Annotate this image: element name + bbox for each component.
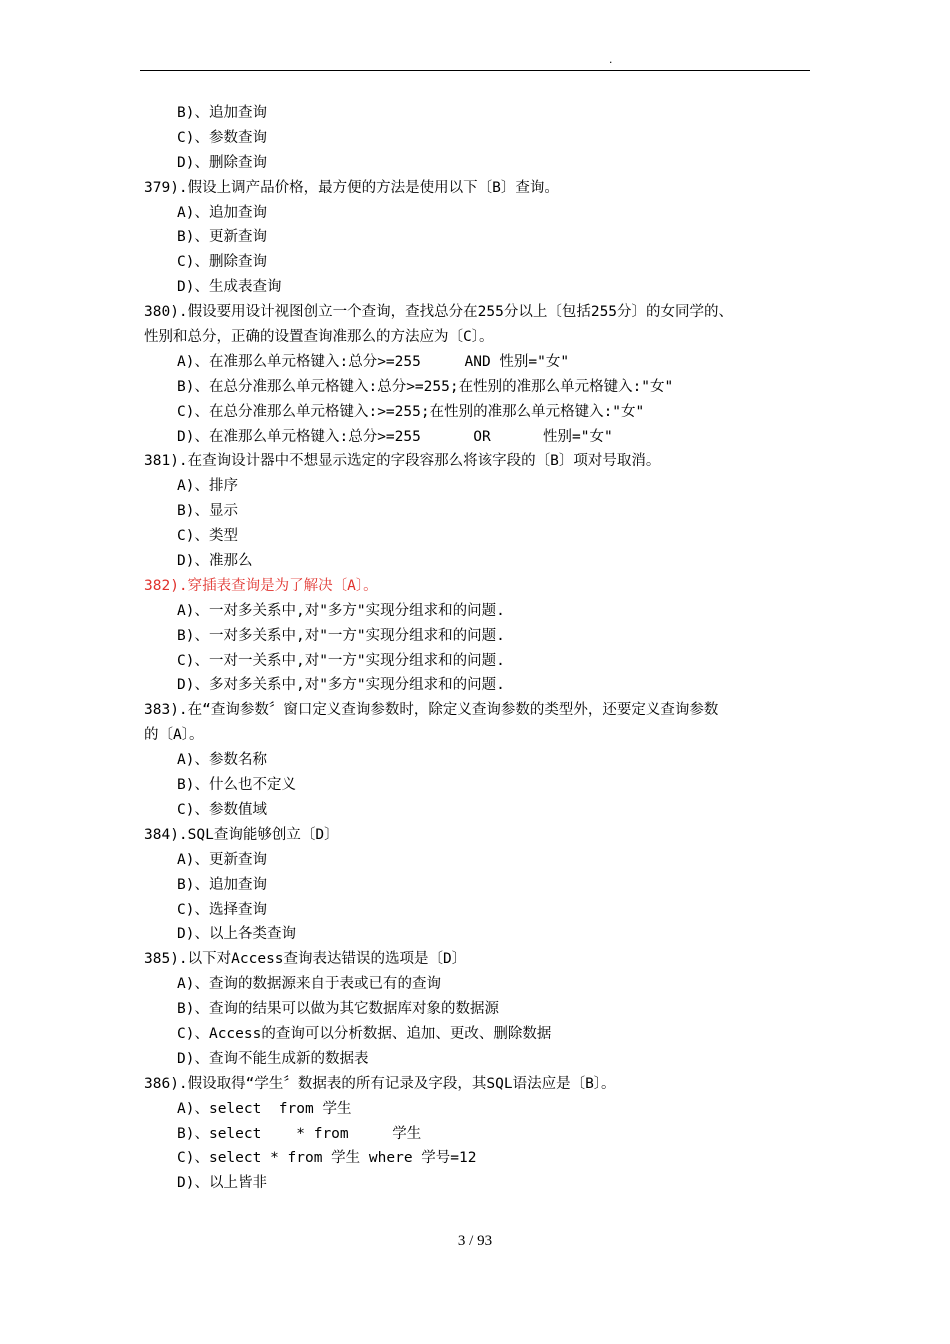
- question-text: 385).以下对Access查询表达错误的选项是〔D〕: [144, 951, 467, 968]
- answer-option: A)、参数名称: [177, 752, 267, 769]
- question-text: 380).假设要用设计视图创立一个查询，查找总分在255分以上〔包括255分〕的女同学的、: [144, 304, 734, 321]
- answer-option: A)、追加查询: [177, 204, 267, 221]
- question-text: 379).假设上调产品价格，最方便的方法是使用以下〔B〕查询。: [144, 179, 559, 196]
- answer-option: D)、多对多关系中,对"多方"实现分组求和的问题.: [177, 677, 505, 694]
- question-text: 性别和总分，正确的设置查询准那么的方法应为〔C〕。: [144, 329, 494, 346]
- answer-option: D)、生成表查询: [177, 279, 282, 296]
- answer-option: C)、类型: [177, 528, 238, 545]
- answer-option: B)、显示: [177, 503, 238, 520]
- header-rule: [140, 70, 810, 71]
- page-number: 3 / 93: [457, 1233, 493, 1249]
- answer-option: B)、select * from 学生: [177, 1125, 422, 1142]
- answer-option: D)、在准那么单元格键入:总分>=255 OR 性别="女": [177, 428, 613, 445]
- answer-option: A)、更新查询: [177, 851, 267, 868]
- answer-option: B)、查询的结果可以做为其它数据库对象的数据源: [177, 1001, 499, 1018]
- answer-option: C)、Access的查询可以分析数据、追加、更改、删除数据: [177, 1025, 552, 1042]
- answer-option: C)、在总分准那么单元格键入:>=255;在性别的准那么单元格键入:"女": [177, 403, 645, 420]
- answer-option: D)、以上皆非: [177, 1175, 267, 1192]
- answer-option: A)、select from 学生: [177, 1100, 352, 1117]
- answer-option: B)、追加查询: [177, 876, 267, 893]
- answer-option: A)、一对多关系中,对"多方"实现分组求和的问题.: [177, 602, 505, 619]
- answer-option: D)、查询不能生成新的数据表: [177, 1050, 369, 1067]
- answer-option: C)、select * from 学生 where 学号=12: [177, 1150, 477, 1167]
- document-body: [144, 101, 814, 1196]
- answer-option: B)、什么也不定义: [177, 777, 296, 794]
- answer-option: B)、在总分准那么单元格键入:总分>=255;在性别的准那么单元格键入:"女": [177, 378, 674, 395]
- answer-option: B)、一对多关系中,对"一方"实现分组求和的问题.: [177, 627, 505, 644]
- answer-option: D)、准那么: [177, 553, 253, 570]
- answer-option: C)、参数查询: [177, 129, 267, 146]
- answer-option: A)、查询的数据源来自于表或已有的查询: [177, 976, 441, 993]
- question-text: 382).穿插表查询是为了解决〔A〕。: [144, 577, 378, 594]
- question-text: 386).假设取得“学生〞数据表的所有记录及字段，其SQL语法应是〔B〕。: [144, 1075, 616, 1092]
- answer-option: C)、一对一关系中,对"一方"实现分组求和的问题.: [177, 652, 505, 669]
- answer-option: D)、以上各类查询: [177, 926, 296, 943]
- answer-option: B)、追加查询: [177, 105, 267, 121]
- answer-option: D)、删除查询: [177, 154, 267, 171]
- answer-option: A)、排序: [177, 478, 238, 495]
- answer-option: B)、更新查询: [177, 229, 267, 246]
- question-text: 381).在查询设计器中不想显示选定的字段容那么将该字段的〔B〕项对号取消。: [144, 453, 661, 470]
- answer-option: C)、选择查询: [177, 901, 267, 918]
- answer-option: C)、参数值域: [177, 801, 267, 818]
- question-text: 384).SQL查询能够创立〔D〕: [144, 826, 339, 843]
- answer-option: C)、删除查询: [177, 254, 267, 271]
- answer-option: A)、在准那么单元格键入:总分>=255 AND 性别="女": [177, 353, 570, 370]
- header-mark: .: [608, 56, 614, 66]
- question-text: 的〔A〕。: [144, 727, 204, 744]
- question-text: 383).在“查询参数〞窗口定义查询参数时，除定义查询参数的类型外，还要定义查询参数: [144, 702, 719, 719]
